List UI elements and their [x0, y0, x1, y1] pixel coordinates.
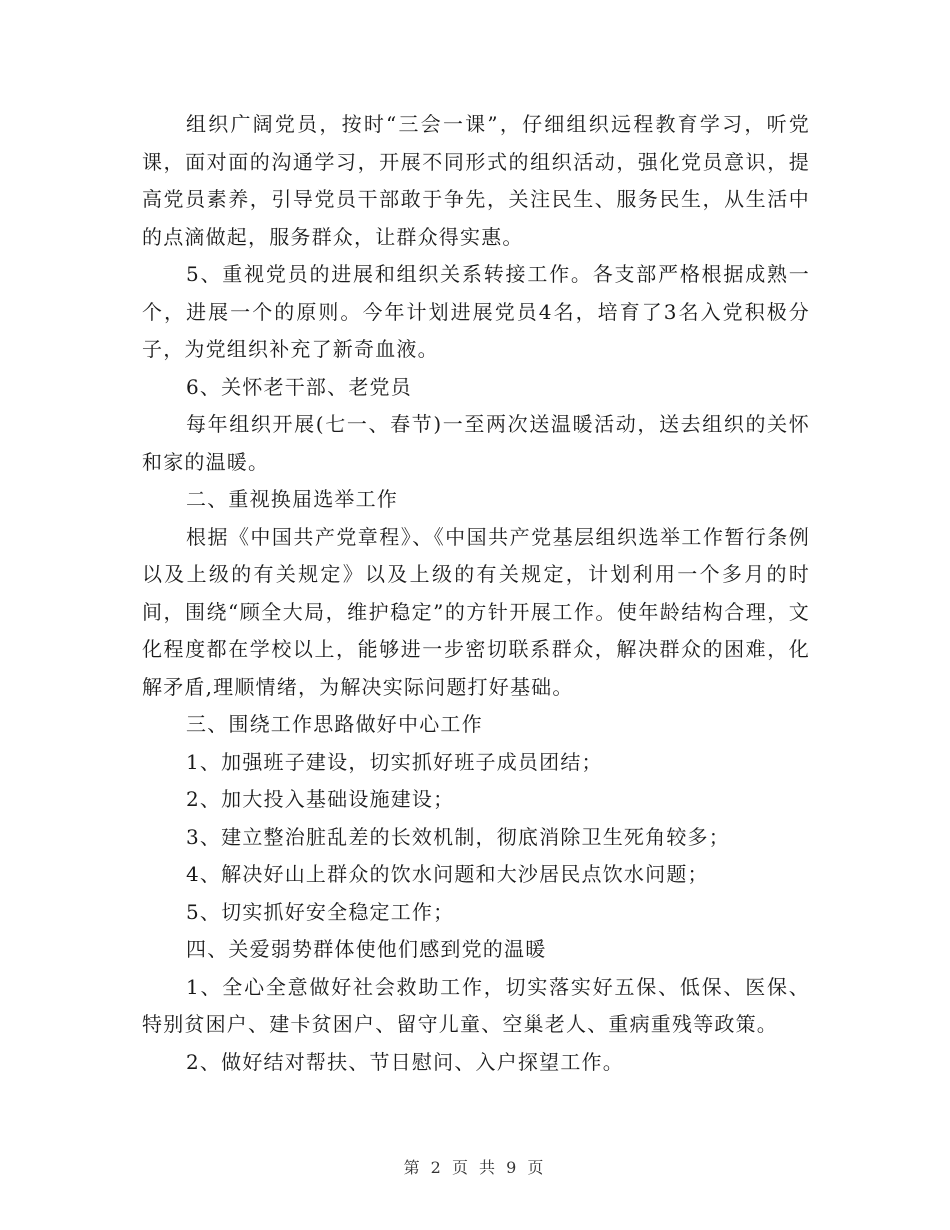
- list-item: 4、解决好山上群众的饮水问题和大沙居民点饮水问题；: [186, 862, 709, 886]
- section-heading: 二、重视换届选举工作: [186, 487, 398, 511]
- list-item: 1、全心全意做好社会救助工作，切实落实好五保、低保、医保、特别贫困户、建卡贫困户、留守儿童、空巢老人、重病重残等政策。: [142, 974, 810, 1036]
- list-item: 3、建立整治脏乱差的长效机制，彻底消除卫生死角较多；: [186, 824, 730, 849]
- paragraph: 5、重视党员的进展和组织关系转接工作。各支部严格根据成熟一个，进展一个的原则。今年计划进展党员4名，培育了3名入党积极分子，为党组织补充了新奇血液。: [142, 262, 810, 361]
- paragraph: 根据《中国共产党章程》、《中国共产党基层组织选举工作暂行条例以及上级的有关规定》以及上级的有关规定，计划利用一个多月的时间，围绕“顾全大局，维护稳定”的方针开展工作。使年龄结构合理，文化程度都在学校以上，能够进一步密切联系群众，解决群众的困难，化解矛盾,理顺情绪，为解决实际问题打好基础。: [142, 524, 810, 699]
- paragraph: 每年组织开展(七一、春节)一至两次送温暖活动，送去组织的关怀和家的温暖。: [142, 412, 810, 474]
- paragraph: 组织广阔党员，按时“三会一课”，仔细组织远程教育学习，听党课，面对面的沟通学习，开展不同形式的组织活动，强化党员意识，提高党员素养，引导党员干部敢于争先，关注民生、服务民生，从生活中的点滴做起，服务群众，让群众得实惠。: [142, 112, 810, 249]
- section-heading: 四、关爱弱势群体使他们感到党的温暖: [186, 937, 547, 961]
- paragraph: 6、关怀老干部、老党员: [186, 374, 412, 399]
- list-item: 5、切实抓好安全稳定工作；: [186, 899, 455, 924]
- page-footer: 第 2 页 共 9 页: [403, 1158, 547, 1177]
- list-item: 2、做好结对帮扶、节日慰问、入户探望工作。: [186, 1049, 624, 1074]
- list-item: 1、加强班子建设，切实抓好班子成员团结；: [186, 749, 603, 774]
- document-body: [142, 106, 810, 1081]
- list-item: 2、加大投入基础设施建设；: [186, 787, 455, 811]
- section-heading: 三、围绕工作思路做好中心工作: [186, 712, 483, 736]
